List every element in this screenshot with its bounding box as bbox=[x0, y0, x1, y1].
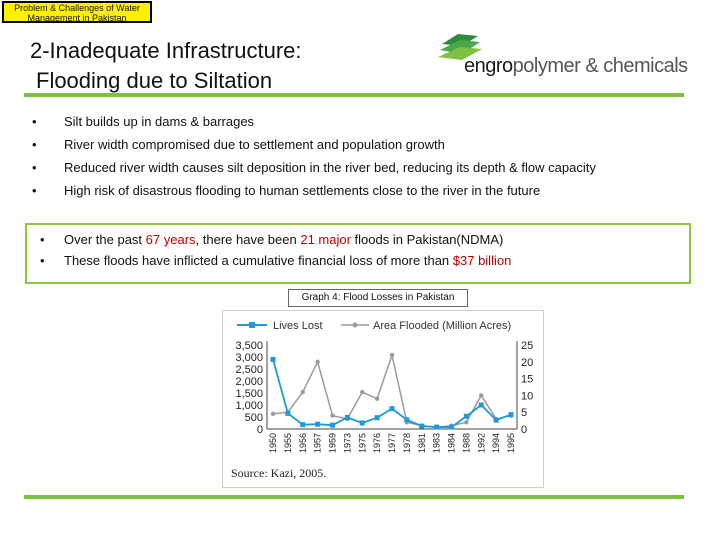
y-left-tick-label: 2,500 bbox=[235, 364, 263, 376]
bullet-dot-icon: • bbox=[32, 137, 37, 152]
point-lives-lost bbox=[494, 418, 499, 423]
section-tag-line1: Problem & Challenges of Water bbox=[14, 3, 140, 13]
x-tick-label: 1956 bbox=[297, 433, 308, 454]
point-lives-lost bbox=[271, 357, 276, 362]
y-left-tick-label: 3,500 bbox=[235, 340, 263, 352]
x-tick-label: 1992 bbox=[476, 433, 487, 454]
x-tick-label: 1950 bbox=[268, 433, 278, 454]
point-area-flooded bbox=[390, 353, 394, 357]
point-area-flooded bbox=[464, 420, 468, 424]
point-lives-lost bbox=[479, 403, 484, 408]
section-tag-line2: Management in Pakistan bbox=[27, 13, 127, 23]
x-tick-label: 1955 bbox=[282, 433, 293, 454]
flood-chart bbox=[222, 310, 544, 488]
bullet-item: • High risk of disastrous flooding to human settlements close to the river in the future bbox=[32, 181, 596, 204]
point-area-flooded bbox=[301, 390, 305, 394]
y-right-tick-label: 25 bbox=[521, 340, 534, 352]
logo-part-engro: engro bbox=[464, 55, 513, 77]
legend-label-area: Area Flooded (Million Acres) bbox=[373, 320, 512, 332]
y-right-tick-label: 20 bbox=[521, 356, 534, 369]
bullet-item: • Reduced river width causes silt deposition in the river bed, reducing its depth & flow capacity bbox=[32, 158, 596, 181]
bullet-dot-icon: • bbox=[32, 114, 37, 129]
point-lives-lost bbox=[315, 422, 320, 427]
y-left-tick-label: 500 bbox=[244, 412, 263, 424]
slide-title-line1: 2-Inadequate Infrastructure: bbox=[30, 38, 302, 63]
point-lives-lost bbox=[419, 424, 424, 429]
point-lives-lost bbox=[434, 425, 439, 430]
point-area-flooded bbox=[360, 390, 364, 394]
y-right-tick-label: 5 bbox=[521, 407, 528, 420]
bullet-item: • River width compromised due to settlement and population growth bbox=[32, 135, 596, 158]
point-area-flooded bbox=[479, 393, 483, 397]
highlight-item: • Over the past 67 years, there have been 21 major floods in Pakistan(NDMA) bbox=[40, 230, 511, 251]
x-tick-label: 1977 bbox=[387, 433, 397, 454]
point-lives-lost bbox=[390, 406, 395, 411]
bullet-dot-icon: • bbox=[40, 232, 45, 247]
y-left-tick-label: 1,000 bbox=[235, 400, 263, 412]
x-tick-label: 1978 bbox=[401, 433, 412, 454]
top-divider bbox=[24, 93, 684, 97]
point-area-flooded bbox=[375, 397, 379, 401]
legend-marker-area bbox=[353, 323, 358, 328]
bottom-divider bbox=[24, 495, 684, 499]
logo-part-polymer: polymer & chemicals bbox=[512, 55, 688, 77]
y-right-tick-label: 10 bbox=[521, 390, 534, 403]
bullet-dot-icon: • bbox=[32, 183, 37, 198]
point-lives-lost bbox=[449, 425, 454, 430]
x-tick-label: 1959 bbox=[327, 433, 338, 454]
slide-title-line2: Flooding due to Siltation bbox=[36, 68, 273, 93]
point-lives-lost bbox=[375, 415, 380, 420]
point-lives-lost bbox=[345, 415, 350, 420]
series-line-area-flooded bbox=[273, 355, 511, 427]
x-tick-label: 1995 bbox=[506, 433, 516, 454]
bullet-dot-icon: • bbox=[40, 253, 45, 268]
y-left-tick-label: 1,500 bbox=[235, 388, 263, 400]
point-area-flooded bbox=[315, 360, 319, 364]
chart-source-label: Source: Kazi, 2005. bbox=[231, 466, 327, 480]
point-area-flooded bbox=[271, 412, 275, 416]
point-lives-lost bbox=[300, 422, 305, 427]
bullet-item: • Silt builds up in dams & barrages bbox=[32, 112, 596, 135]
legend-marker-lives bbox=[249, 322, 255, 328]
highlight-item: • These floods have inflicted a cumulative financial loss of more than $37 billion bbox=[40, 251, 511, 272]
point-lives-lost bbox=[464, 414, 469, 419]
flood-chart-svg bbox=[223, 311, 543, 487]
x-tick-label: 1973 bbox=[342, 433, 353, 454]
x-tick-label: 1984 bbox=[446, 433, 457, 454]
y-left-tick-label: 3,000 bbox=[235, 352, 263, 364]
x-tick-label: 1983 bbox=[431, 433, 442, 454]
highlight-list bbox=[40, 230, 511, 272]
point-lives-lost bbox=[285, 411, 290, 416]
y-left-tick-label: 0 bbox=[256, 424, 263, 436]
x-tick-label: 1957 bbox=[312, 433, 323, 454]
point-lives-lost bbox=[330, 423, 335, 428]
graph-caption: Graph 4: Flood Losses in Pakistan bbox=[288, 289, 468, 307]
y-right-tick-label: 0 bbox=[521, 424, 528, 436]
series-line-lives-lost bbox=[273, 359, 511, 427]
x-tick-label: 1994 bbox=[491, 433, 502, 454]
bullet-list bbox=[32, 112, 596, 204]
y-left-tick-label: 2,000 bbox=[235, 376, 263, 388]
x-tick-label: 1988 bbox=[461, 433, 472, 454]
engro-logo-text bbox=[464, 55, 688, 78]
section-tag bbox=[2, 1, 152, 23]
x-tick-label: 1975 bbox=[357, 433, 368, 454]
bullet-dot-icon: • bbox=[32, 160, 37, 175]
y-right-tick-label: 15 bbox=[521, 373, 534, 386]
slide-title bbox=[30, 36, 302, 96]
legend-label-lives: Lives Lost bbox=[273, 320, 323, 332]
x-tick-label: 1976 bbox=[372, 433, 383, 454]
point-lives-lost bbox=[360, 421, 365, 426]
point-lives-lost bbox=[404, 417, 409, 422]
x-tick-label: 1981 bbox=[416, 433, 427, 454]
point-area-flooded bbox=[330, 413, 334, 417]
point-lives-lost bbox=[509, 412, 514, 417]
